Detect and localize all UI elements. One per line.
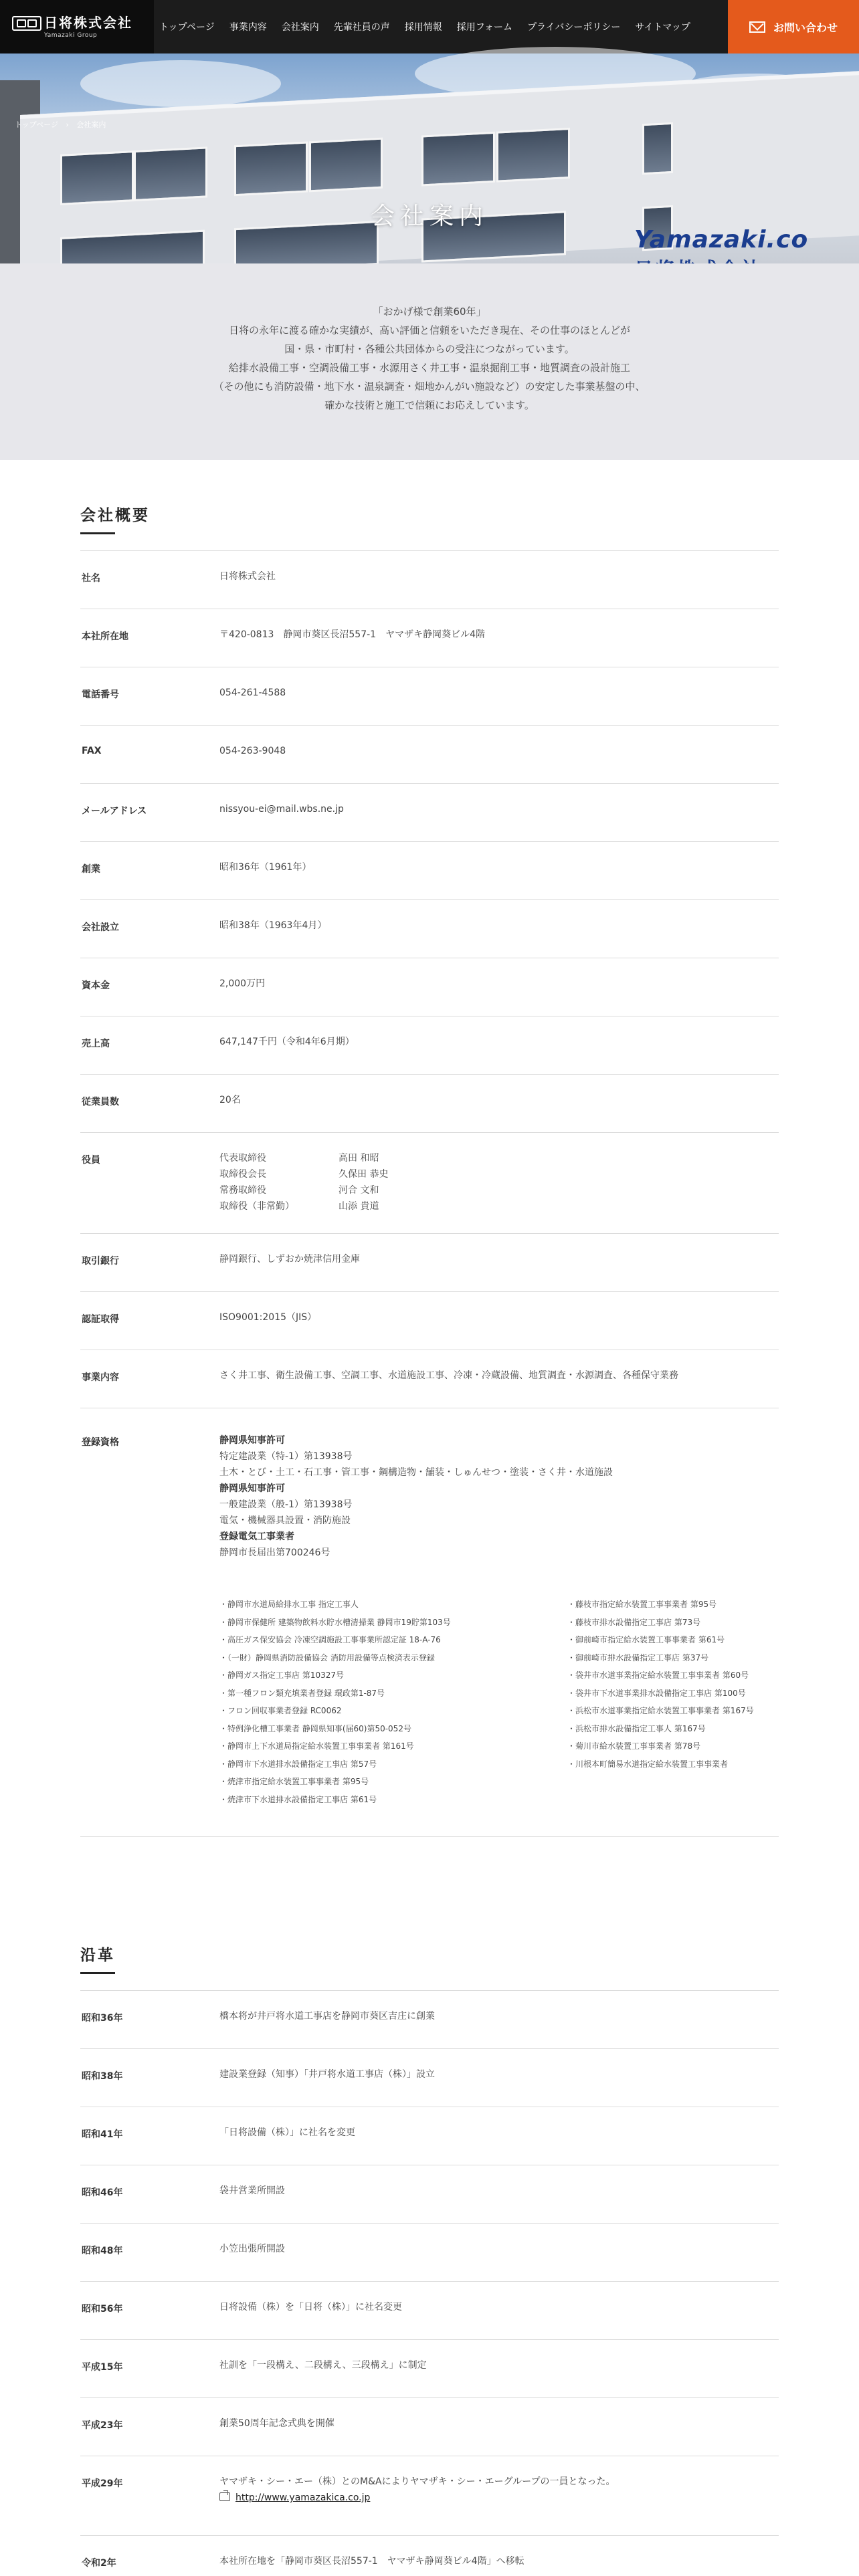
row-label: 会社設立: [82, 922, 119, 933]
license-line: 土木・とび・土工・石工事・管工事・鋼構造物・舗装・しゅんせつ・塗装・さく井・水道施設: [219, 1467, 613, 1478]
officer-row: [219, 1166, 388, 1182]
license-item: ・フロン回収事業者登録 RC0062: [219, 1706, 342, 1715]
row-label: メールアドレス: [82, 806, 147, 817]
licenses-row: [80, 1408, 779, 1837]
license-list-left: [219, 1596, 451, 1808]
row-value: 647,147千円（令和4年6月期）: [219, 1037, 355, 1047]
row-label: 従業員数: [82, 1097, 119, 1107]
row-label: 社名: [82, 573, 100, 584]
license-item: ・藤枝市指定給水装置工事事業者 第95号: [567, 1600, 717, 1609]
company-logo[interactable]: [0, 0, 154, 53]
history-event: 橋本将が井戸将水道工事店を静岡市葵区吉庄に創業: [219, 2011, 435, 2022]
nav-business[interactable]: 事業内容: [229, 22, 267, 33]
officer-row: [219, 1150, 388, 1166]
license-item: ・袋井市水道事業指定給水装置工事事業者 第60号: [567, 1671, 749, 1680]
license-item: ・御前崎市指定給水装置工事事業者 第61号: [567, 1635, 725, 1644]
overview-row: [80, 958, 779, 1016]
history-year: 平成29年: [82, 2478, 123, 2489]
license-item: ・御前崎市排水設備指定工事店 第37号: [567, 1652, 709, 1662]
license-item: ・静岡市下水道排水設備指定工事店 第57号: [219, 1759, 377, 1769]
row-label: 役員: [82, 1155, 100, 1166]
license-item: ・（一財）静岡県消防設備協会 消防用設備等点検済表示登録: [219, 1652, 435, 1662]
overview-row: [80, 551, 779, 609]
row-label: 事業内容: [82, 1372, 119, 1383]
nav-privacy[interactable]: プライバシーポリシー: [527, 22, 621, 33]
overview-row: [80, 1292, 779, 1350]
overview-row: [80, 667, 779, 726]
email-value[interactable]: nissyou-ei@mail.wbs.ne.jp: [219, 804, 344, 815]
breadcrumb-separator: ›: [66, 120, 69, 129]
history-event: 小笠出張所開設: [219, 2244, 285, 2254]
officer-name: 山添 貴道: [339, 1201, 379, 1212]
officer-row: [219, 1182, 388, 1198]
license-line: 特定建設業（特-1）第13938号: [219, 1451, 353, 1462]
license-line: 一般建設業（般-1）第13938号: [219, 1499, 353, 1510]
row-label: 資本金: [82, 980, 110, 991]
history-row: [80, 2224, 779, 2282]
breadcrumb-current: 会社案内: [76, 120, 106, 129]
license-item: ・第一種フロン類充填業者登録 環政第1-87号: [219, 1688, 385, 1698]
license-item: ・藤枝市排水設備指定工事店 第73号: [567, 1617, 701, 1627]
history-event-block: [219, 2474, 615, 2506]
row-value: 054-263-9048: [219, 746, 286, 756]
license-item: ・浜松市排水設備指定工事人 第167号: [567, 1723, 706, 1733]
intro-line: 確かな技術と施工で信頼にお応えしています。: [324, 399, 535, 411]
intro-text: [0, 302, 859, 415]
officer-title: 取締役会長: [219, 1169, 266, 1180]
history-year: 昭和56年: [82, 2304, 123, 2315]
history-event: 建設業登録（知事）「井戸将水道工事店（株）」設立: [219, 2069, 435, 2080]
nav-recruit-form[interactable]: 採用フォーム: [456, 22, 513, 33]
intro-section: [0, 263, 859, 460]
row-label: 電話番号: [82, 689, 119, 700]
license-heading: 静岡県知事許可: [219, 1435, 285, 1446]
row-value: 昭和36年（1961年）: [219, 862, 312, 873]
nav-voices[interactable]: 先輩社員の声: [333, 22, 390, 33]
row-value: さく井工事、衛生設備工事、空調工事、水道施設工事、冷凍・冷蔵設備、地質調査・水源調査、各種保守業務: [219, 1370, 678, 1381]
external-link-row: [219, 2490, 615, 2506]
history-year: 昭和46年: [82, 2187, 123, 2198]
license-line: 静岡市長届出第700246号: [219, 1547, 330, 1558]
history-row: [80, 2536, 779, 2576]
history-event: 袋井営業所開設: [219, 2185, 285, 2196]
history-row: [80, 1991, 779, 2049]
history-event: 本社所在地を「静岡市葵区長沼557-1 ヤマザキ静岡葵ビル4階」へ移転: [219, 2556, 524, 2567]
history-event: 創業50周年記念式典を開催: [219, 2418, 335, 2429]
contact-label: お問い合わせ: [773, 21, 838, 34]
license-item: ・特例浄化槽工事業者 静岡県知事(届60)第50-052号: [219, 1723, 411, 1733]
officer-name: 河合 文和: [339, 1185, 379, 1196]
overview-row: [80, 784, 779, 842]
officers-list: [219, 1150, 388, 1214]
row-label: 本社所在地: [82, 631, 128, 642]
history-event: 日将設備（株）を「日将（株）」に社名変更: [219, 2302, 402, 2313]
row-label: FAX: [82, 746, 102, 756]
history-year: 平成23年: [82, 2420, 123, 2431]
global-nav: [159, 0, 705, 53]
nav-company[interactable]: 会社案内: [281, 22, 319, 33]
row-label: 創業: [82, 864, 100, 875]
row-value: ISO9001:2015（JIS）: [219, 1312, 317, 1323]
row-label: 売上高: [82, 1039, 110, 1049]
history-row: [80, 2340, 779, 2398]
intro-line: 給排水設備工事・空調設備工事・水源用さく井工事・温泉掘削工事・地質調査の設計施工: [228, 362, 630, 374]
overview-heading: 会社概要: [80, 503, 150, 525]
yamazakica-link[interactable]: http://www.yamazakica.co.jp: [235, 2492, 371, 2503]
intro-line: 国・県・市町村・各種公共団体からの受注につながっています。: [284, 343, 575, 355]
contact-button[interactable]: [728, 0, 859, 53]
history-event: ヤマザキ・シー・エー（株）とのM&Aによりヤマザキ・シー・エーグループの一員となった。: [219, 2476, 615, 2487]
breadcrumb-top[interactable]: トップページ: [15, 120, 59, 129]
row-label: 登録資格: [82, 1437, 119, 1448]
row-label: 認証取得: [82, 1314, 119, 1325]
license-item: ・静岡市保健所 建築物飲料水貯水槽清掃業 静岡市19貯第103号: [219, 1617, 451, 1627]
history-row: [80, 2282, 779, 2340]
site-header: [0, 0, 859, 53]
officers-row: [80, 1133, 779, 1234]
officer-title: 代表取締役: [219, 1153, 266, 1164]
license-item: ・静岡ガス指定工事店 第10327号: [219, 1671, 344, 1680]
license-item: ・浜松市水道事業指定給水装置工事事業者 第167号: [567, 1706, 754, 1715]
overview-row: [80, 1075, 779, 1133]
overview-row: [80, 1016, 779, 1075]
history-year: 平成15年: [82, 2362, 123, 2373]
breadcrumb: [15, 119, 106, 130]
officer-name: 久保田 恭史: [339, 1169, 389, 1180]
logo-subtext: Yamazaki Group: [44, 32, 98, 39]
history-year: 令和2年: [82, 2558, 116, 2569]
history-row: [80, 2456, 779, 2536]
intro-line: 「おかげ様で創業60年」: [373, 306, 486, 318]
sign-brand: Yamazaki.co: [634, 226, 809, 253]
officer-row: [219, 1198, 388, 1214]
row-label: 取引銀行: [82, 1256, 119, 1267]
license-item: ・静岡市水道局給排水工事 指定工事人: [219, 1600, 359, 1609]
history-year: 昭和48年: [82, 2246, 123, 2256]
intro-line: 日将の永年に渡る確かな実績が、高い評価と信頼をいただき現在、その仕事のほとんどが: [228, 324, 630, 336]
license-item: ・川根本町簡易水道指定給水装置工事事業者: [567, 1759, 729, 1769]
hero-banner: [0, 53, 859, 263]
officer-title: 常務取締役: [219, 1185, 266, 1196]
row-value: 日将株式会社: [219, 571, 276, 582]
licenses-block: [219, 1432, 613, 1561]
history-row: [80, 2049, 779, 2107]
overview-row: [80, 1350, 779, 1408]
officer-name: 高田 和昭: [339, 1153, 379, 1164]
nav-recruit[interactable]: 採用情報: [404, 22, 442, 33]
license-item: ・焼津市指定給水装置工事事業者 第95号: [219, 1777, 369, 1786]
license-heading: 登録電気工事業者: [219, 1531, 294, 1542]
history-event: 社訓を「一段構え、二段構え、三段構え」に制定: [219, 2360, 427, 2371]
mail-icon: [749, 21, 765, 33]
license-item: ・袋井市下水道事業排水設備指定工事店 第100号: [567, 1688, 746, 1698]
history-row: [80, 2398, 779, 2456]
history-row: [80, 2165, 779, 2224]
nav-top[interactable]: トップページ: [159, 22, 215, 33]
logo-mark-icon: [12, 16, 41, 31]
overview-row: [80, 842, 779, 900]
overview-row: [80, 609, 779, 667]
license-item: ・静岡市上下水道局指定給水装置工事事業者 第161号: [219, 1741, 414, 1751]
history-event: 「日将設備（株）」に社名を変更: [219, 2127, 355, 2138]
officer-title: 取締役（非常勤）: [219, 1201, 294, 1212]
history-year: 昭和38年: [82, 2071, 123, 2082]
intro-line: （その他にも消防設備・地下水・温泉調査・畑地かんがい施設など）の安定した事業基盤の中、: [213, 381, 646, 393]
row-value: 昭和38年（1963年4月）: [219, 920, 327, 931]
history-row: [80, 2107, 779, 2165]
license-line: 電気・機械器具設置・消防施設: [219, 1515, 351, 1526]
phone-value[interactable]: 054-261-4588: [219, 687, 286, 698]
row-value: 静岡銀行、しずおか焼津信用金庫: [219, 1254, 360, 1265]
external-link-icon: [219, 2492, 230, 2501]
page-title: 会社案内: [370, 203, 488, 230]
row-value: 20名: [219, 1095, 241, 1105]
license-list-right: [567, 1596, 754, 1773]
history-year: 昭和36年: [82, 2013, 123, 2024]
license-item: ・高圧ガス保安協会 冷凍空調施設工事事業所認定証 18-A-76: [219, 1635, 441, 1644]
overview-row: [80, 726, 779, 784]
license-item: ・焼津市下水道排水設備指定工事店 第61号: [219, 1794, 377, 1804]
row-value: 〒420-0813 静岡市葵区長沼557-1 ヤマザキ静岡葵ビル4階: [219, 629, 485, 640]
overview-row: [80, 1234, 779, 1292]
history-year: 昭和41年: [82, 2129, 123, 2140]
row-value: 2,000万円: [219, 978, 266, 989]
logo-text: 日将株式会社: [44, 15, 132, 31]
overview-row: [80, 900, 779, 958]
history-heading: 沿革: [80, 1943, 115, 1965]
license-item: ・菊川市給水装置工事事業者 第78号: [567, 1741, 701, 1751]
nav-sitemap[interactable]: サイトマップ: [635, 22, 690, 33]
license-heading: 静岡県知事許可: [219, 1483, 285, 1494]
